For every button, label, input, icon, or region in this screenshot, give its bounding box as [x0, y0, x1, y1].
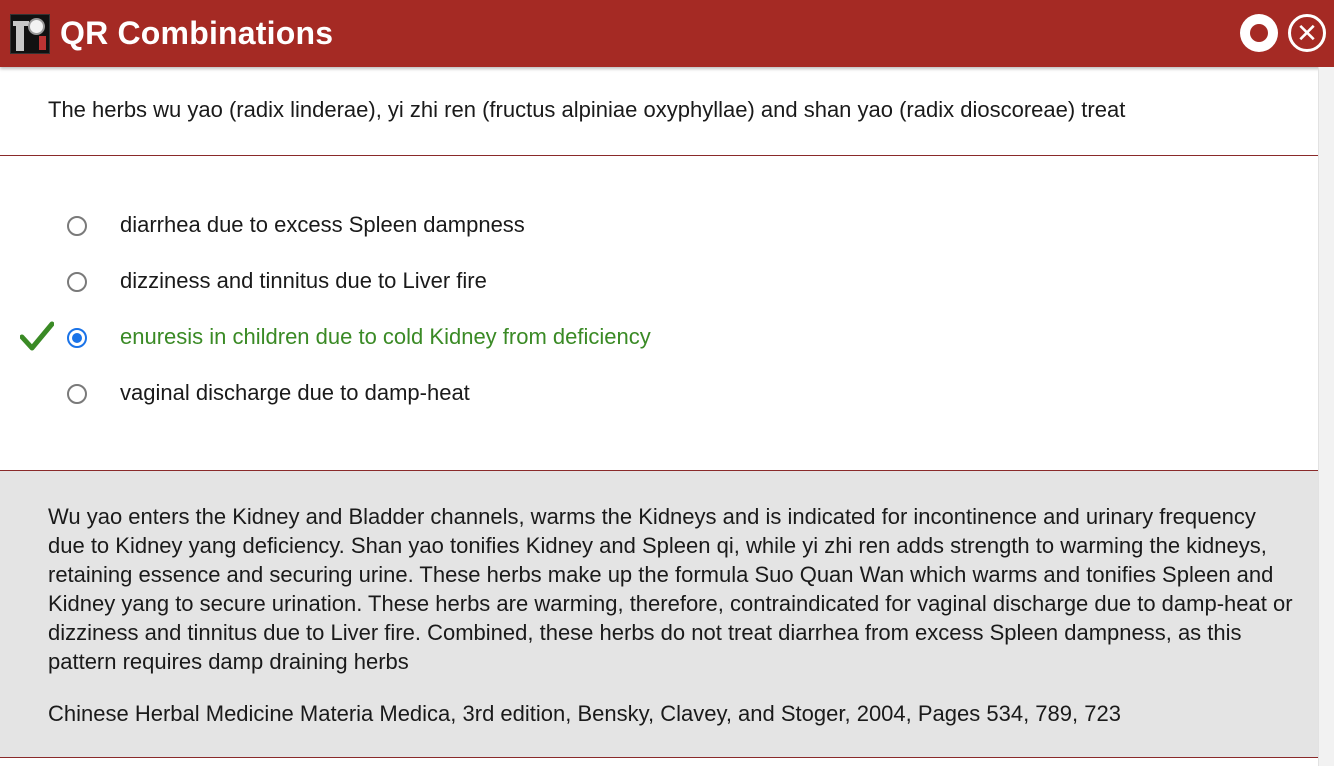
explanation-panel	[0, 471, 1318, 758]
answer-option[interactable]	[0, 364, 1318, 420]
option-label[interactable]: dizziness and tinnitus due to Liver fire	[120, 268, 487, 293]
reference-citation: Chinese Herbal Medicine Materia Medica, 3rd edition, Bensky, Clavey, and Stoger, 2004, Pages 534, 789, 723	[48, 701, 1121, 726]
record-button[interactable]	[1240, 14, 1278, 52]
answer-option[interactable]	[0, 196, 1318, 252]
close-button[interactable]	[1288, 14, 1326, 52]
divider	[0, 155, 1318, 156]
record-icon	[1250, 24, 1268, 42]
question-text: The herbs wu yao (radix linderae), yi zhi ren (fructus alpiniae oxyphyllae) and shan yao (radix dioscoreae) treat	[48, 97, 1126, 122]
checkmark-icon	[20, 320, 54, 354]
answer-option-correct[interactable]	[0, 308, 1318, 364]
close-icon: ✕	[1296, 18, 1318, 48]
window-title: QR Combinations	[60, 15, 334, 51]
option-label[interactable]: diarrhea due to excess Spleen dampness	[120, 212, 525, 237]
option-label[interactable]: enuresis in children due to cold Kidney from deficiency	[120, 324, 651, 349]
scrollbar[interactable]	[1318, 67, 1334, 766]
answer-options	[0, 196, 1318, 420]
radio-button[interactable]	[67, 384, 87, 404]
tcm-tests-logo-icon	[10, 14, 50, 54]
option-label[interactable]: vaginal discharge due to damp-heat	[120, 380, 470, 405]
radio-button-selected[interactable]	[67, 328, 87, 348]
radio-button[interactable]	[67, 272, 87, 292]
divider	[0, 757, 1318, 758]
window-controls	[1240, 14, 1326, 52]
radio-button[interactable]	[67, 216, 87, 236]
answer-option[interactable]	[0, 252, 1318, 308]
explanation-text: Wu yao enters the Kidney and Bladder channels, warms the Kidneys and is indicated for incontinence and urinary frequency due to Kidney yang deficiency. Shan yao tonifies Kidney and Spleen qi, while yi zhi ren adds strength to warming the kidneys, retaining essence and securing urine. These herbs make up the formula Suo Quan Wan which warms and tonifies Spleen and Kidney yang to secure urination. These herbs are warming, therefore, contraindicated for vaginal discharge due to damp-heat or dizziness and tinnitus due to Liver fire. Combined, these herbs do not treat diarrhea from excess Spleen dampness, as this pattern requires damp draining herbs	[48, 504, 1293, 674]
title-bar	[0, 0, 1334, 67]
